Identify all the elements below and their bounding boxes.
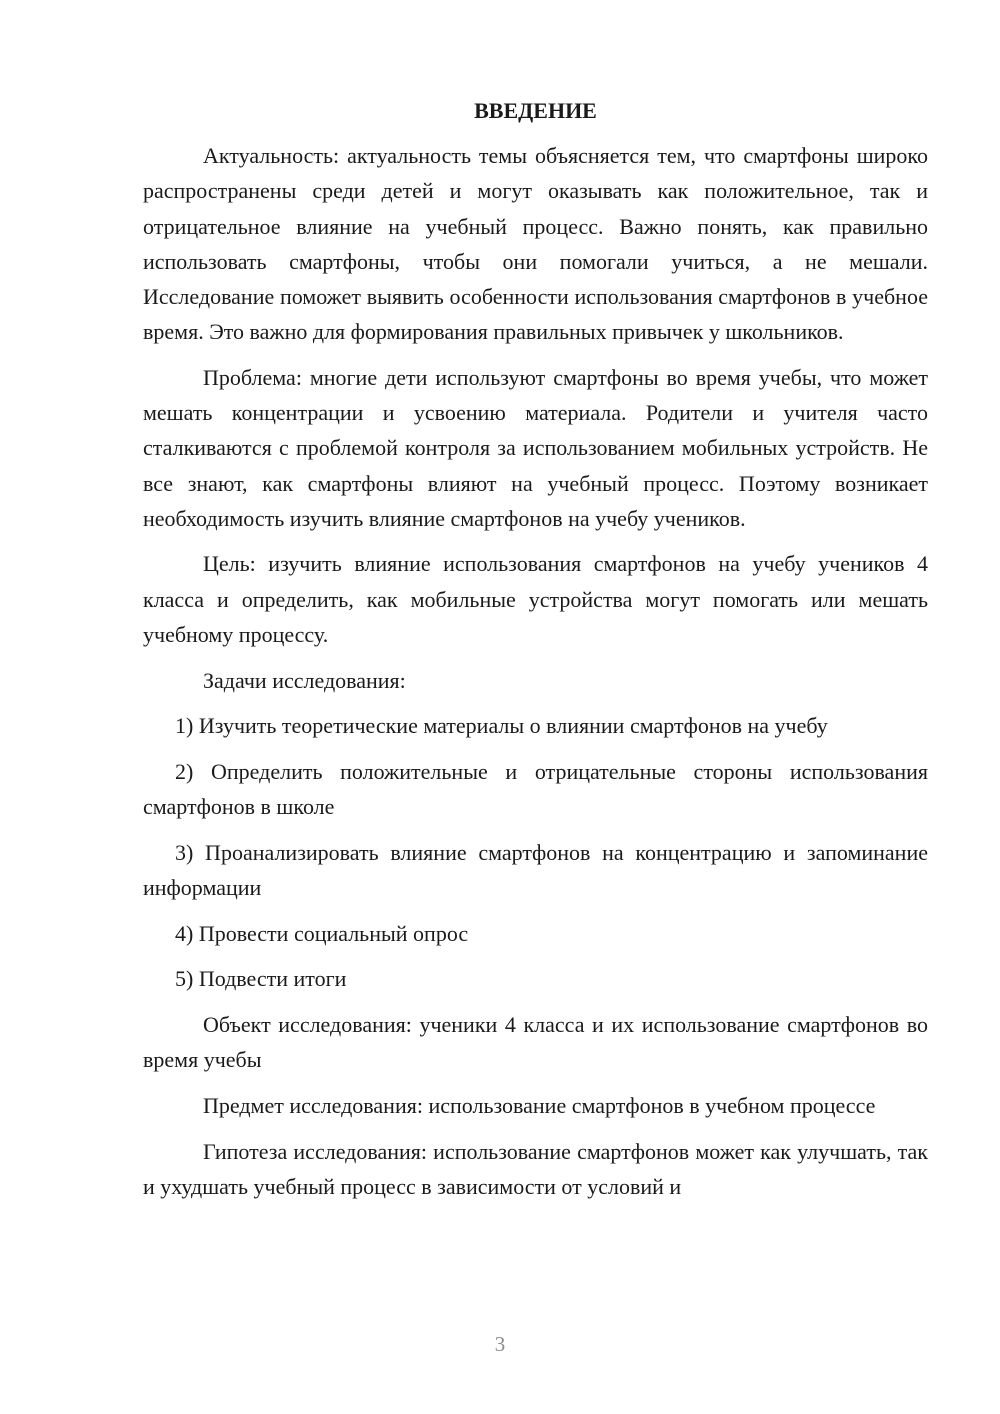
paragraph-object: Объект исследования: ученики 4 класса и их использование смартфонов во время учебы [143, 1012, 928, 1073]
task-item-1: 1) Изучить теоретические материалы о влиянии смартфонов на учебу [175, 713, 828, 739]
task-item-5: 5) Подвести итоги [175, 966, 347, 992]
task-item-4: 4) Провести социальный опрос [175, 920, 469, 946]
paragraph-hypothesis: Гипотеза исследования: использование смартфонов может как улучшать, так и ухудшать учебный процесс в зависимости от условий и [143, 1138, 928, 1199]
document-page [143, 93, 928, 1215]
section-title: ВВЕДЕНИЕ [474, 98, 597, 123]
task-item-2: 2) Определить положительные и отрицательные стороны использования смартфонов в школе [143, 758, 928, 820]
paragraph-tasks-heading: Задачи исследования: [203, 667, 406, 693]
paragraph-problem: Проблема: многие дети используют смартфоны во время учебы, что может мешать концентрации и усвоению материала. Родители и учителя часто сталкиваются с проблемой контроля за использованием мобильных устройств. Не все знают, как смартфоны влияют на учебный процесс. Поэтому возникает необходимость изучить влияние смартфонов на учебу учеников. [143, 364, 928, 531]
paragraph-relevance: Актуальность: актуальность темы объясняется тем, что смартфоны широко распространены среди детей и могут оказывать как положительное, так и отрицательное влияние на учебный процесс. Важно понять, как правильно использовать смартфоны, чтобы они помогали учиться, а не мешали. Исследование поможет выявить особенности использования смартфонов в учебное время. Это важно для формирования правильных привычек у школьников. [143, 143, 928, 345]
page-number: 3 [494, 1332, 506, 1356]
paragraph-subject: Предмет исследования: использование смартфонов в учебном процессе [203, 1093, 876, 1119]
paragraph-goal: Цель: изучить влияние использования смартфонов на учебу учеников 4 класса и определить, как мобильные устройства могут помогать или мешать учебному процессу. [143, 551, 928, 647]
task-item-3: 3) Проанализировать влияние смартфонов на концентрацию и запоминание информации [143, 839, 928, 901]
